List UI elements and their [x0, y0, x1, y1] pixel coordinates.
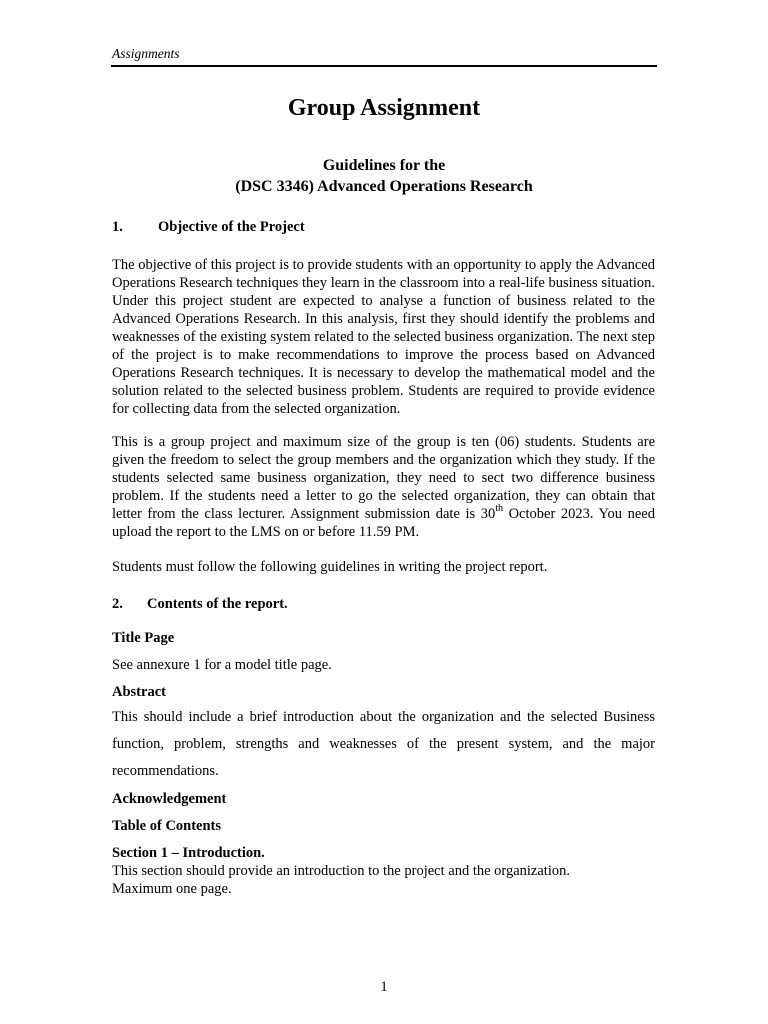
introduction-length-note: Maximum one page. — [112, 881, 232, 897]
subtitle-line-1: Guidelines for the — [322, 157, 446, 174]
ordinal-suffix: th — [495, 503, 503, 514]
objective-paragraph: The objective of this project is to provide students with an opportunity to apply the Advanced Operations Research techniques they learn in the classroom into a real-life business situation. Under this project student are expected to analyse a function of business related to the Advanced Operations Research. In this analysis, first they should identify the problems and weaknesses of the existing system related to the selected business organization. The next step of the project is to make recommendations to improve the process based on Advanced Operations Research techniques. It is necessary to develop the mathematical model and the solution related to the selected business problem. Students are required to provide evidence for collecting data from the selected organization. — [112, 257, 655, 417]
section-2-heading — [112, 596, 288, 613]
acknowledgement-heading: Acknowledgement — [112, 791, 227, 807]
title-page-heading: Title Page — [112, 630, 175, 646]
group-project-paragraph — [112, 433, 655, 541]
page-title: Group Assignment — [287, 95, 481, 121]
abstract-text: This should include a brief introduction about the organization and the selected Business function, problem, strengths and weaknesses of the present system, and the major recommendations. — [112, 709, 655, 779]
section-1-title: Objective of the Project — [158, 219, 305, 235]
section-1-heading — [112, 219, 305, 236]
header-rule — [111, 65, 657, 67]
table-of-contents-heading: Table of Contents — [112, 818, 222, 834]
title-page-text: See annexure 1 for a model title page. — [112, 657, 332, 673]
introduction-text: This section should provide an introduction to the project and the organization. — [112, 863, 570, 879]
running-header: Assignments — [112, 46, 180, 61]
page-number: 1 — [380, 979, 388, 995]
section-1-introduction-heading: Section 1 – Introduction. — [112, 845, 265, 861]
guidelines-intro: Students must follow the following guidelines in writing the project report. — [112, 559, 548, 575]
group-project-text-continued: October 2023. You need upload the report to the LMS on or before 11.59 PM. — [112, 506, 655, 540]
section-1-number: 1. — [112, 219, 123, 235]
section-2-number: 2. — [112, 596, 123, 612]
group-project-text: This is a group project and maximum size of the group is ten (06) students. Students are given the freedom to select the group members and the organization which they study. If the students selected same business organization, they need to sect two difference business problem. If the students need a letter to go the selected organization, they can obtain that letter from the class lecturer. Assignment submission date is 30 — [112, 434, 655, 522]
subtitle-line-2: (DSC 3346) Advanced Operations Research — [235, 178, 533, 195]
abstract-heading: Abstract — [112, 684, 166, 700]
section-2-title: Contents of the report. — [147, 596, 288, 612]
